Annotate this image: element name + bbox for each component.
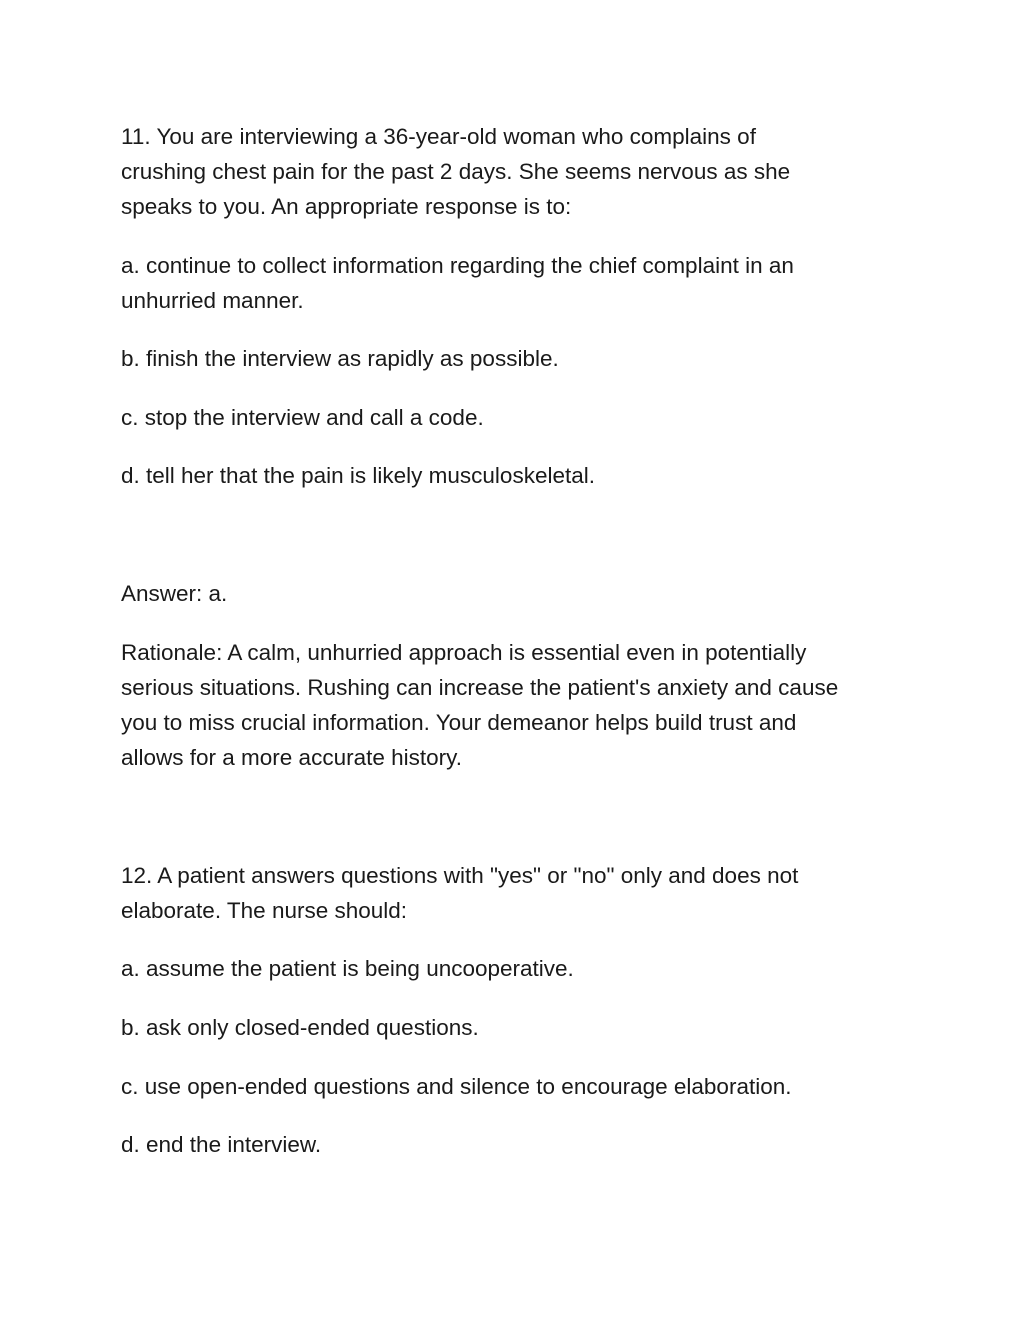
q12-option-b: b. ask only closed-ended questions. [121,1015,479,1040]
q11-stem-line-2: crushing chest pain for the past 2 days. She seems nervous as she [121,159,791,184]
q11-stem-line-1: 11. You are interviewing a 36-year-old woman who complains of [121,124,756,149]
q11-option-b: b. finish the interview as rapidly as possible. [121,346,559,371]
q11-answer: Answer: a. [121,581,228,606]
q12-stem-line-2: elaborate. The nurse should: [121,898,408,923]
q11-option-d: d. tell her that the pain is likely musculoskeletal. [121,463,595,488]
q11-option-a-line-1: a. continue to collect information regarding the chief complaint in an [121,253,794,278]
q11-option-c: c. stop the interview and call a code. [121,405,484,430]
q11-rationale-line-2: serious situations. Rushing can increase the patient's anxiety and cause [121,675,839,700]
q12-option-d: d. end the interview. [121,1132,322,1157]
q12-option-a: a. assume the patient is being uncooperative. [121,956,574,981]
q11-rationale-line-4: allows for a more accurate history. [121,745,462,770]
q11-rationale-line-3: you to miss crucial information. Your demeanor helps build trust and [121,710,797,735]
q12-option-c: c. use open-ended questions and silence to encourage elaboration. [121,1074,792,1099]
q11-stem-line-3: speaks to you. An appropriate response is to: [121,194,572,219]
q12-stem-line-1: 12. A patient answers questions with "yes" or "no" only and does not [121,863,799,888]
q11-rationale-line-1: Rationale: A calm, unhurried approach is essential even in potentially [121,640,807,665]
q11-option-a-line-2: unhurried manner. [121,288,304,313]
